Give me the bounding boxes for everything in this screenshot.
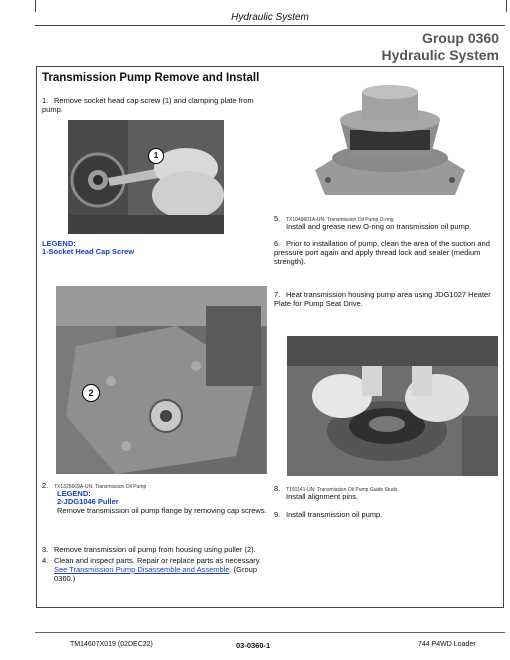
- disassemble-link[interactable]: See Transmission Pump Disassemble and Assemble: [54, 565, 230, 574]
- procedure-title: Transmission Pump Remove and Install: [42, 72, 260, 84]
- page-frame-top: [35, 0, 507, 12]
- step-8-text: Install alignment pins.: [286, 492, 359, 501]
- step-2-text: Remove transmission oil pump flange by removing cap screws.: [57, 506, 267, 515]
- group-title: Hydraulic System: [381, 47, 499, 63]
- caption-5: TX1049601A-UN: Transmission Oil Pump O-ring: [286, 217, 394, 223]
- step-2: 2. TX1325669A-UN: Transmission Oil Pump: [42, 481, 147, 490]
- caption-2: TX1325669A-UN: Transmission Oil Pump: [54, 484, 147, 490]
- footer-doc-id: TM14607X019 (02DEC22): [70, 641, 153, 648]
- step-4: 4. Clean and inspect parts. Repair or replace parts as necessary.: [42, 556, 262, 565]
- callout-1: 1: [148, 148, 164, 164]
- legend-1-item: 1-Socket Head Cap Screw: [42, 247, 135, 256]
- step-9: 9. Install transmission oil pump.: [274, 510, 383, 519]
- step-5: 5. TX1049601A-UN: Transmission Oil Pump O-ring: [274, 214, 394, 223]
- legend-1-label: LEGEND:: [42, 239, 76, 248]
- photo-pump-flange-puller: [56, 286, 267, 474]
- step-1-text: Remove socket head cap screw (1) and clamping plate from pump.: [42, 96, 254, 114]
- section-header: Hydraulic System: [231, 12, 309, 23]
- step-8: 8. T191141-UN: Transmission Oil Pump Guide Studs: [274, 484, 398, 493]
- step-4-cont: See Transmission Pump Disassemble and Assemble. (Group 0360.): [54, 565, 258, 583]
- photo-pump-cap-screw: [68, 120, 224, 234]
- photo-pump-cap-screw-art: [68, 120, 224, 234]
- legend-2-item: 2-JDG1046 Puller: [57, 497, 119, 506]
- callout-2: 2: [82, 384, 100, 402]
- footer-rule: [35, 632, 505, 633]
- step-7: 7. Heat transmission housing pump area using JDG1027 Heater Plate for Pump Seat Drive.: [274, 290, 491, 308]
- photo-oring-pump-art: [310, 80, 470, 210]
- footer-machine: 744 P4WD Loader: [418, 641, 476, 648]
- step-1: 1. Remove socket head cap screw (1) and clamping plate from pump.: [42, 96, 254, 114]
- legend-2-label: LEGEND:: [57, 489, 91, 498]
- header-rule: [35, 25, 505, 26]
- photo-guide-studs: [287, 336, 498, 476]
- photo-guide-studs-art: [287, 336, 498, 476]
- step-6: 6. Prior to installation of pump, clean the area of the suction and pressure port again and apply thread lock and sealer (medium strength).: [274, 239, 490, 266]
- step-5-text: Install and grease new O-ring on transmission oil pump.: [286, 222, 472, 231]
- group-number: Group 0360: [421, 30, 499, 46]
- step-3: 3. Remove transmission oil pump from housing using puller (2).: [42, 545, 256, 554]
- footer-page-number: 03-0360-1: [236, 641, 271, 650]
- photo-pump-flange-puller-art: [56, 286, 267, 474]
- photo-oring-pump: [310, 80, 470, 210]
- caption-8: T191141-UN: Transmission Oil Pump Guide Studs: [286, 487, 398, 493]
